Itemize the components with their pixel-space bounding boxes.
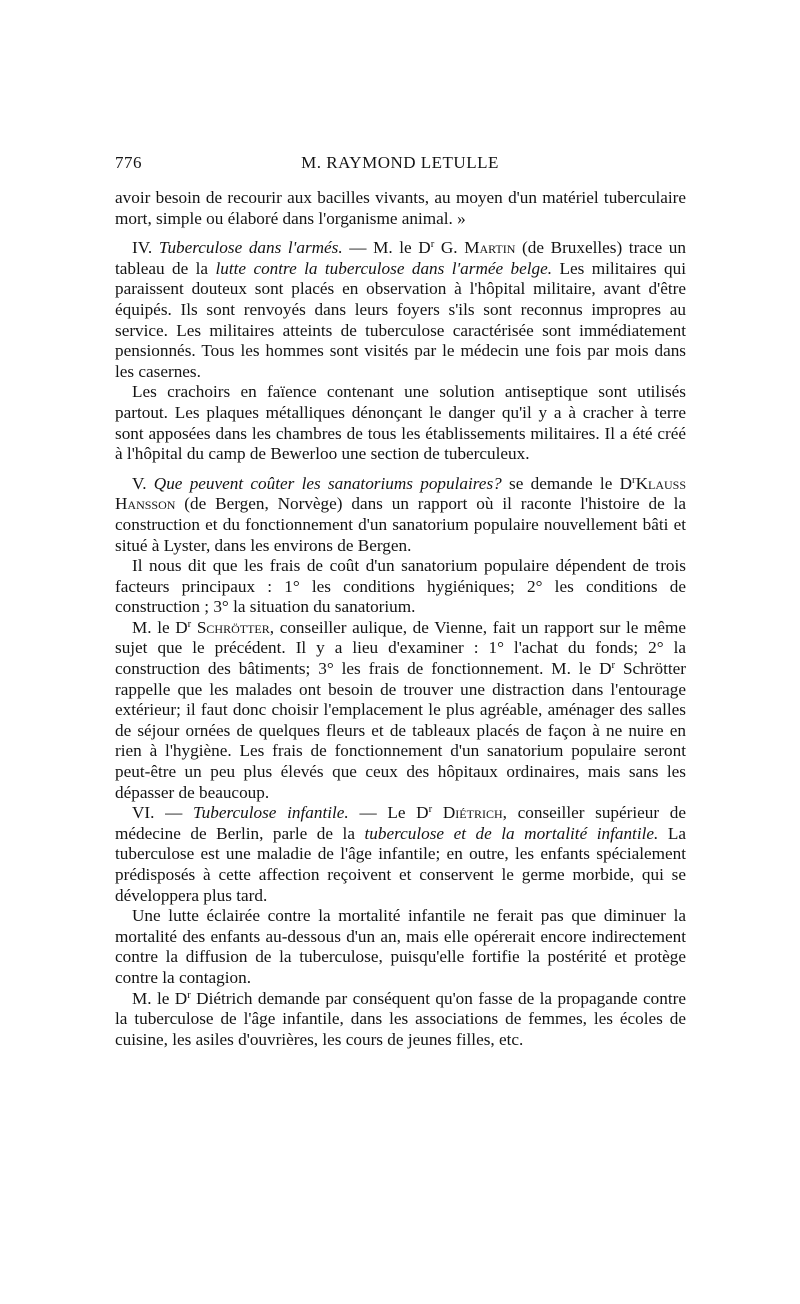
- section-number: VI. —: [132, 803, 194, 823]
- section-vi-paragraph: VI. — Tuberculose infantile. — Le $D^r$ Diétrich, conseiller supérieur de médecine de Berlin, parle de la tuberculose et de la mortalité infantile. La tuberculose est une maladie de l'âge infantile; en outre, les enfants spécialement prédisposés à cette affection reçoivent et conservent le germe morbide, qui se développera plus tard.: [115, 803, 687, 905]
- section-iv-paragraph: IV. Tuberculose dans l'armés. — M. le $D^r$ G. Martin (de Bruxelles) trace un tableau de la lutte contre la tuberculose dans l'armée belge. Les militaires qui paraissent douteux sont placés en observation à l'hôpital militaire, avant d'être équipés. Ils sont renvoyés dans leurs foyers s'ils sont reconnus impropres au service. Les militaires atteints de tuberculose caractérisée sont immédiatement pensionnés. Tous les hommes sont visités par le médecin une fois par mois dans les casernes.: [115, 238, 686, 381]
- section-v-paragraph: V. Que peuvent coûter les sanatoriums populaires? se demande le $D^rKlauss$ Hansson (de Bergen, Norvège) dans un rapport où il raconte l'histoire de la construction et du fonctionnement d'un sanatorium populaire nouvellement bâti et situé à Lyster, dans les environs de Bergen.: [115, 473, 687, 555]
- page-number: 776: [115, 153, 142, 172]
- page-body: [115, 188, 686, 1050]
- section-number: IV.: [132, 238, 153, 258]
- italic-title: lutte contre la tuberculose dans l'armée belge.: [215, 258, 553, 278]
- paragraph: Il nous dit que les frais de coût d'un sanatorium populaire dépendent de trois facteurs principaux : 1° les conditions hygiéniques; 2° les conditions de construction ; 3° la situation du sanatorium.: [115, 556, 686, 617]
- paragraph: Les crachoirs en faïence contenant une solution antiseptique sont utilisés partout. Les plaques métalliques dénonçant le danger qu'il y a à cracher à terre sont apposées dans les chambres de tous les établissements militaires. Il a été créé à l'hôpital du camp de Bewerloo une section de tuberculeux.: [115, 382, 686, 464]
- author-name: Klauss Hansson: [115, 473, 687, 514]
- author-name: Schrötter: [196, 617, 270, 637]
- section-title: Que peuvent coûter les sanatoriums populaires?: [153, 473, 502, 493]
- section-title: Tuberculose infantile.: [193, 803, 349, 823]
- paragraph-continuation: avoir besoin de recourir aux bacilles vivants, au moyen d'un matériel tuberculaire mort, simple ou élaboré dans l'organisme animal. »: [115, 188, 686, 228]
- page-header: [115, 153, 685, 177]
- author-name: Martin: [464, 238, 516, 258]
- paragraph: Une lutte éclairée contre la mortalité infantile ne ferait pas que diminuer la mortalité des enfants au-dessous d'un an, mais elle opérerait encore indirectement contre la diffusion de la tuberculose, puisqu'elle fortifie la postérité et protège contre la contagion.: [115, 906, 686, 987]
- paragraph: M. le $D^r$ Diétrich demande par conséquent qu'on fasse de la propagande contre la tuberculose de l'âge infantile, dans les associations de femmes, les écoles de cuisine, les asiles d'ouvrières, les cours de jeunes filles, etc.: [115, 988, 686, 1049]
- section-title: Tuberculose dans l'armés.: [158, 238, 343, 258]
- italic-title: tuberculose et de la mortalité infantile.: [364, 823, 659, 843]
- section-number: V.: [132, 473, 147, 493]
- paragraph: M. le $D^r$ Schrötter, conseiller aulique, de Vienne, fait un rapport sur le même sujet que le précédent. Il y a lieu d'examiner : 1° l'achat du fonds; 2° la construction des bâtiments; 3° les frais de fonctionnement. M. le $D^r$ Schrötter rappelle que les malades ont besoin de trouver une distraction dans l'entourage extérieur; il faut donc choisir l'emplacement le plus agréable, aménager des salles de séjour ornées de quelques fleurs et de tableaux placés de façon à ne nuire en rien à l'hygiène. Les frais de fonctionnement d'un sanatorium populaire seront peut-être un peu plus élevés que ceux des hôpitaux ordinaires, mais sans les dépasser de beaucoup.: [115, 617, 686, 802]
- running-head: M. RAYMOND LETULLE: [301, 153, 499, 172]
- author-name: Diétrich: [442, 803, 503, 823]
